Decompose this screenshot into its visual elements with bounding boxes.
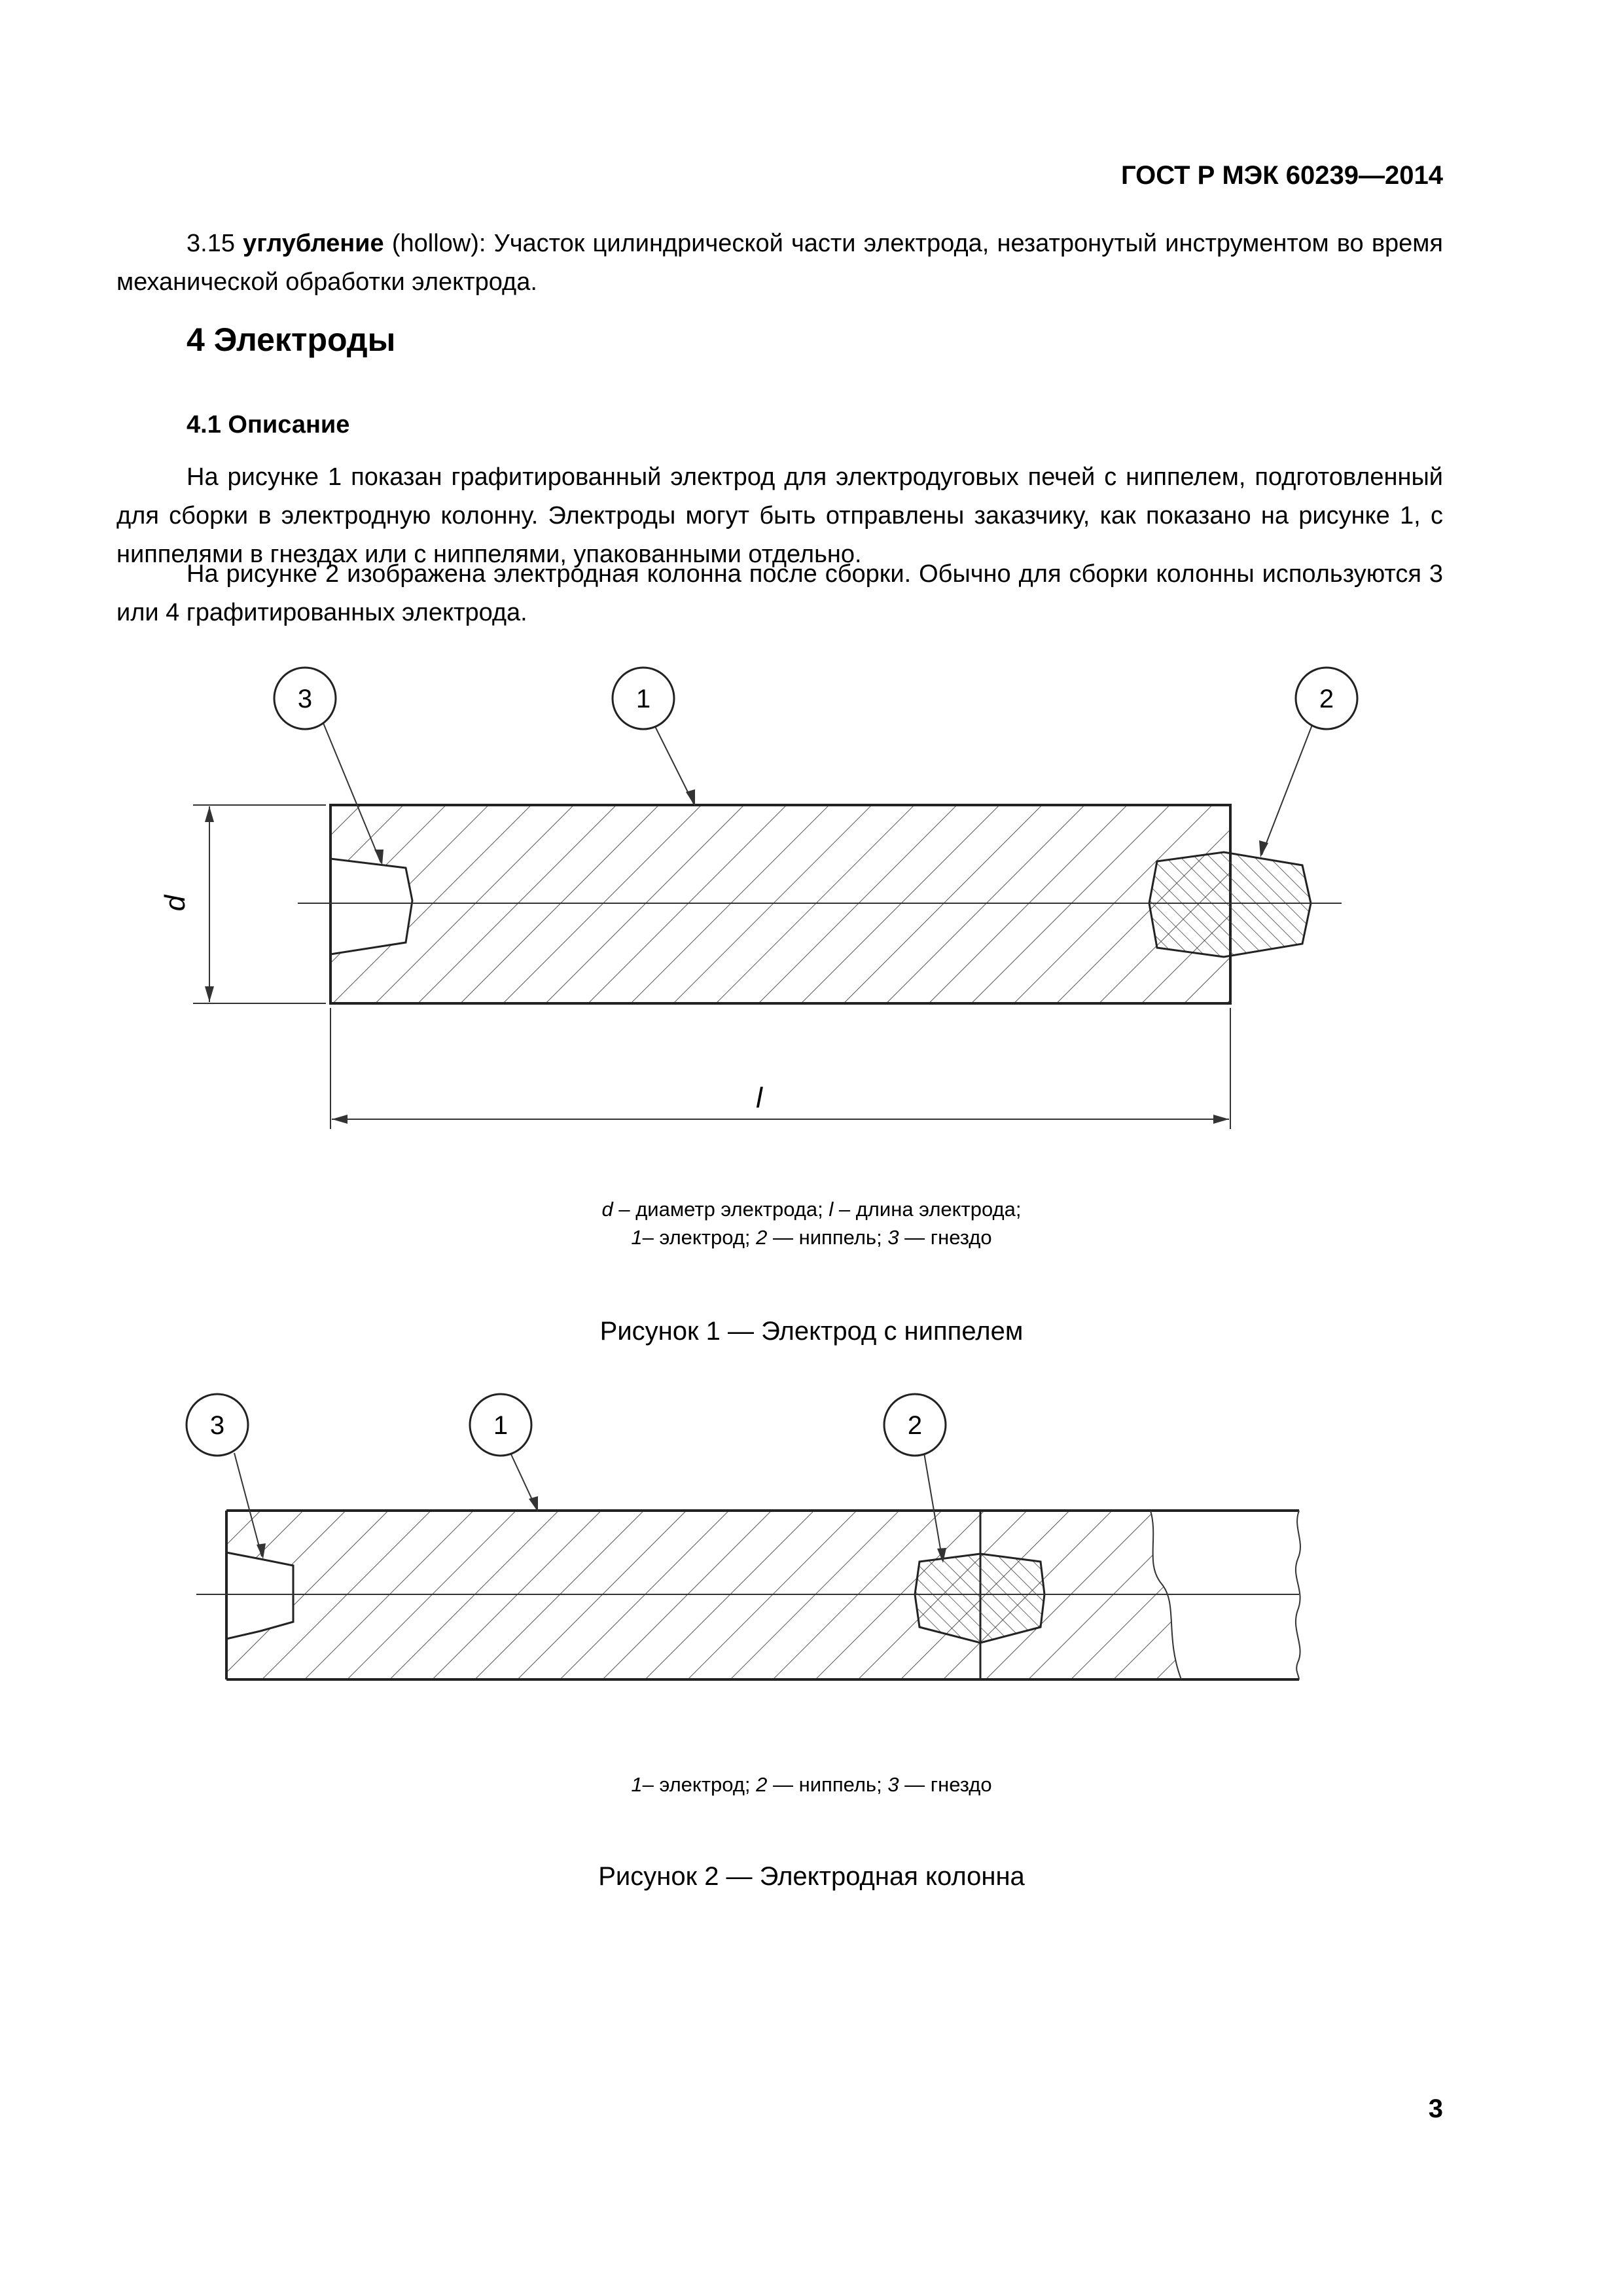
electrode-body [330, 805, 1230, 1003]
legend-l-symbol: l [829, 1198, 834, 1221]
definition-text: (hollow): Участок цилиндрической части электрода, незатронутый инструментом во время механической обработки электрода. [116, 230, 1443, 296]
legend2-1-number: 1 [631, 1773, 643, 1796]
document-id: ГОСТ Р МЭК 60239—2014 [1120, 161, 1443, 190]
dimension-d-label: d [159, 895, 191, 912]
socket [330, 859, 412, 954]
figure-2-caption: Рисунок 2 — Электродная колонна [598, 1862, 1025, 1891]
figure-2-legend [0, 1768, 1623, 1801]
figure-1-drawing [0, 655, 1623, 1152]
callout-3-fig2 [187, 1394, 248, 1456]
callout-2-fig2-label: 2 [907, 1411, 923, 1440]
callout-2-fig2 [884, 1394, 946, 1456]
legend2-2-number: 2 [756, 1773, 768, 1796]
legend-l-text: – длина электрода; [833, 1198, 1022, 1221]
legend-1-text: – электрод; [642, 1226, 757, 1249]
callout-2-label: 2 [1319, 685, 1334, 713]
page-number: 3 [1428, 2094, 1443, 2123]
figure-2-drawing [0, 1388, 1623, 1689]
legend2-2-text: — ниппель; [767, 1773, 888, 1796]
definition-number: 3.15 [187, 230, 235, 257]
callout-1-fig2 [470, 1394, 531, 1456]
definition-3-15 [116, 224, 1443, 302]
callout-2 [1296, 668, 1357, 729]
subsection-title: 4.1 Описание [187, 411, 350, 439]
nipple [1149, 852, 1311, 957]
legend-d-symbol: d [601, 1198, 613, 1221]
figure-1-caption: Рисунок 1 — Электрод с ниппелем [599, 1317, 1024, 1346]
legend-d-text: – диаметр электрода; [613, 1198, 829, 1221]
callout-3-label: 3 [297, 685, 313, 713]
callout-1-fig2-label: 1 [493, 1411, 508, 1440]
callout-3-fig2-label: 3 [209, 1411, 225, 1440]
paragraph-1: На рисунке 1 показан графитированный электрод для электродуговых печей с ниппелем, подготовленный для сборки в электродную колонну. Электроды могут быть отправлены заказчику, как показано на рисунке 1, с ниппелями в гнездах или с ниппелями, упакованными отдельно. [116, 463, 1443, 568]
dimension-l-label: l [756, 1082, 762, 1114]
legend2-1-text: – электрод; [642, 1773, 757, 1796]
legend-3-text: — гнездо [899, 1226, 992, 1249]
legend2-3-text: — гнездо [899, 1773, 992, 1796]
nipple-2 [915, 1554, 1044, 1643]
legend-2-text: — ниппель; [767, 1226, 888, 1249]
legend-1-number: 1 [631, 1226, 643, 1249]
callout-1 [613, 668, 674, 729]
paragraph-2: На рисунке 2 изображена электродная колонна после сборки. Обычно для сборки колонны используются 3 или 4 графитированных электрода. [116, 560, 1443, 626]
legend-2-number: 2 [756, 1226, 768, 1249]
definition-term: углубление [243, 230, 384, 257]
figure-1-legend-line-2 [0, 1221, 1623, 1254]
callout-3 [274, 668, 336, 729]
legend2-3-number: 3 [887, 1773, 899, 1796]
callout-1-label: 1 [635, 685, 651, 713]
section-title: 4 Электроды [187, 321, 396, 358]
legend-3-number: 3 [887, 1226, 899, 1249]
